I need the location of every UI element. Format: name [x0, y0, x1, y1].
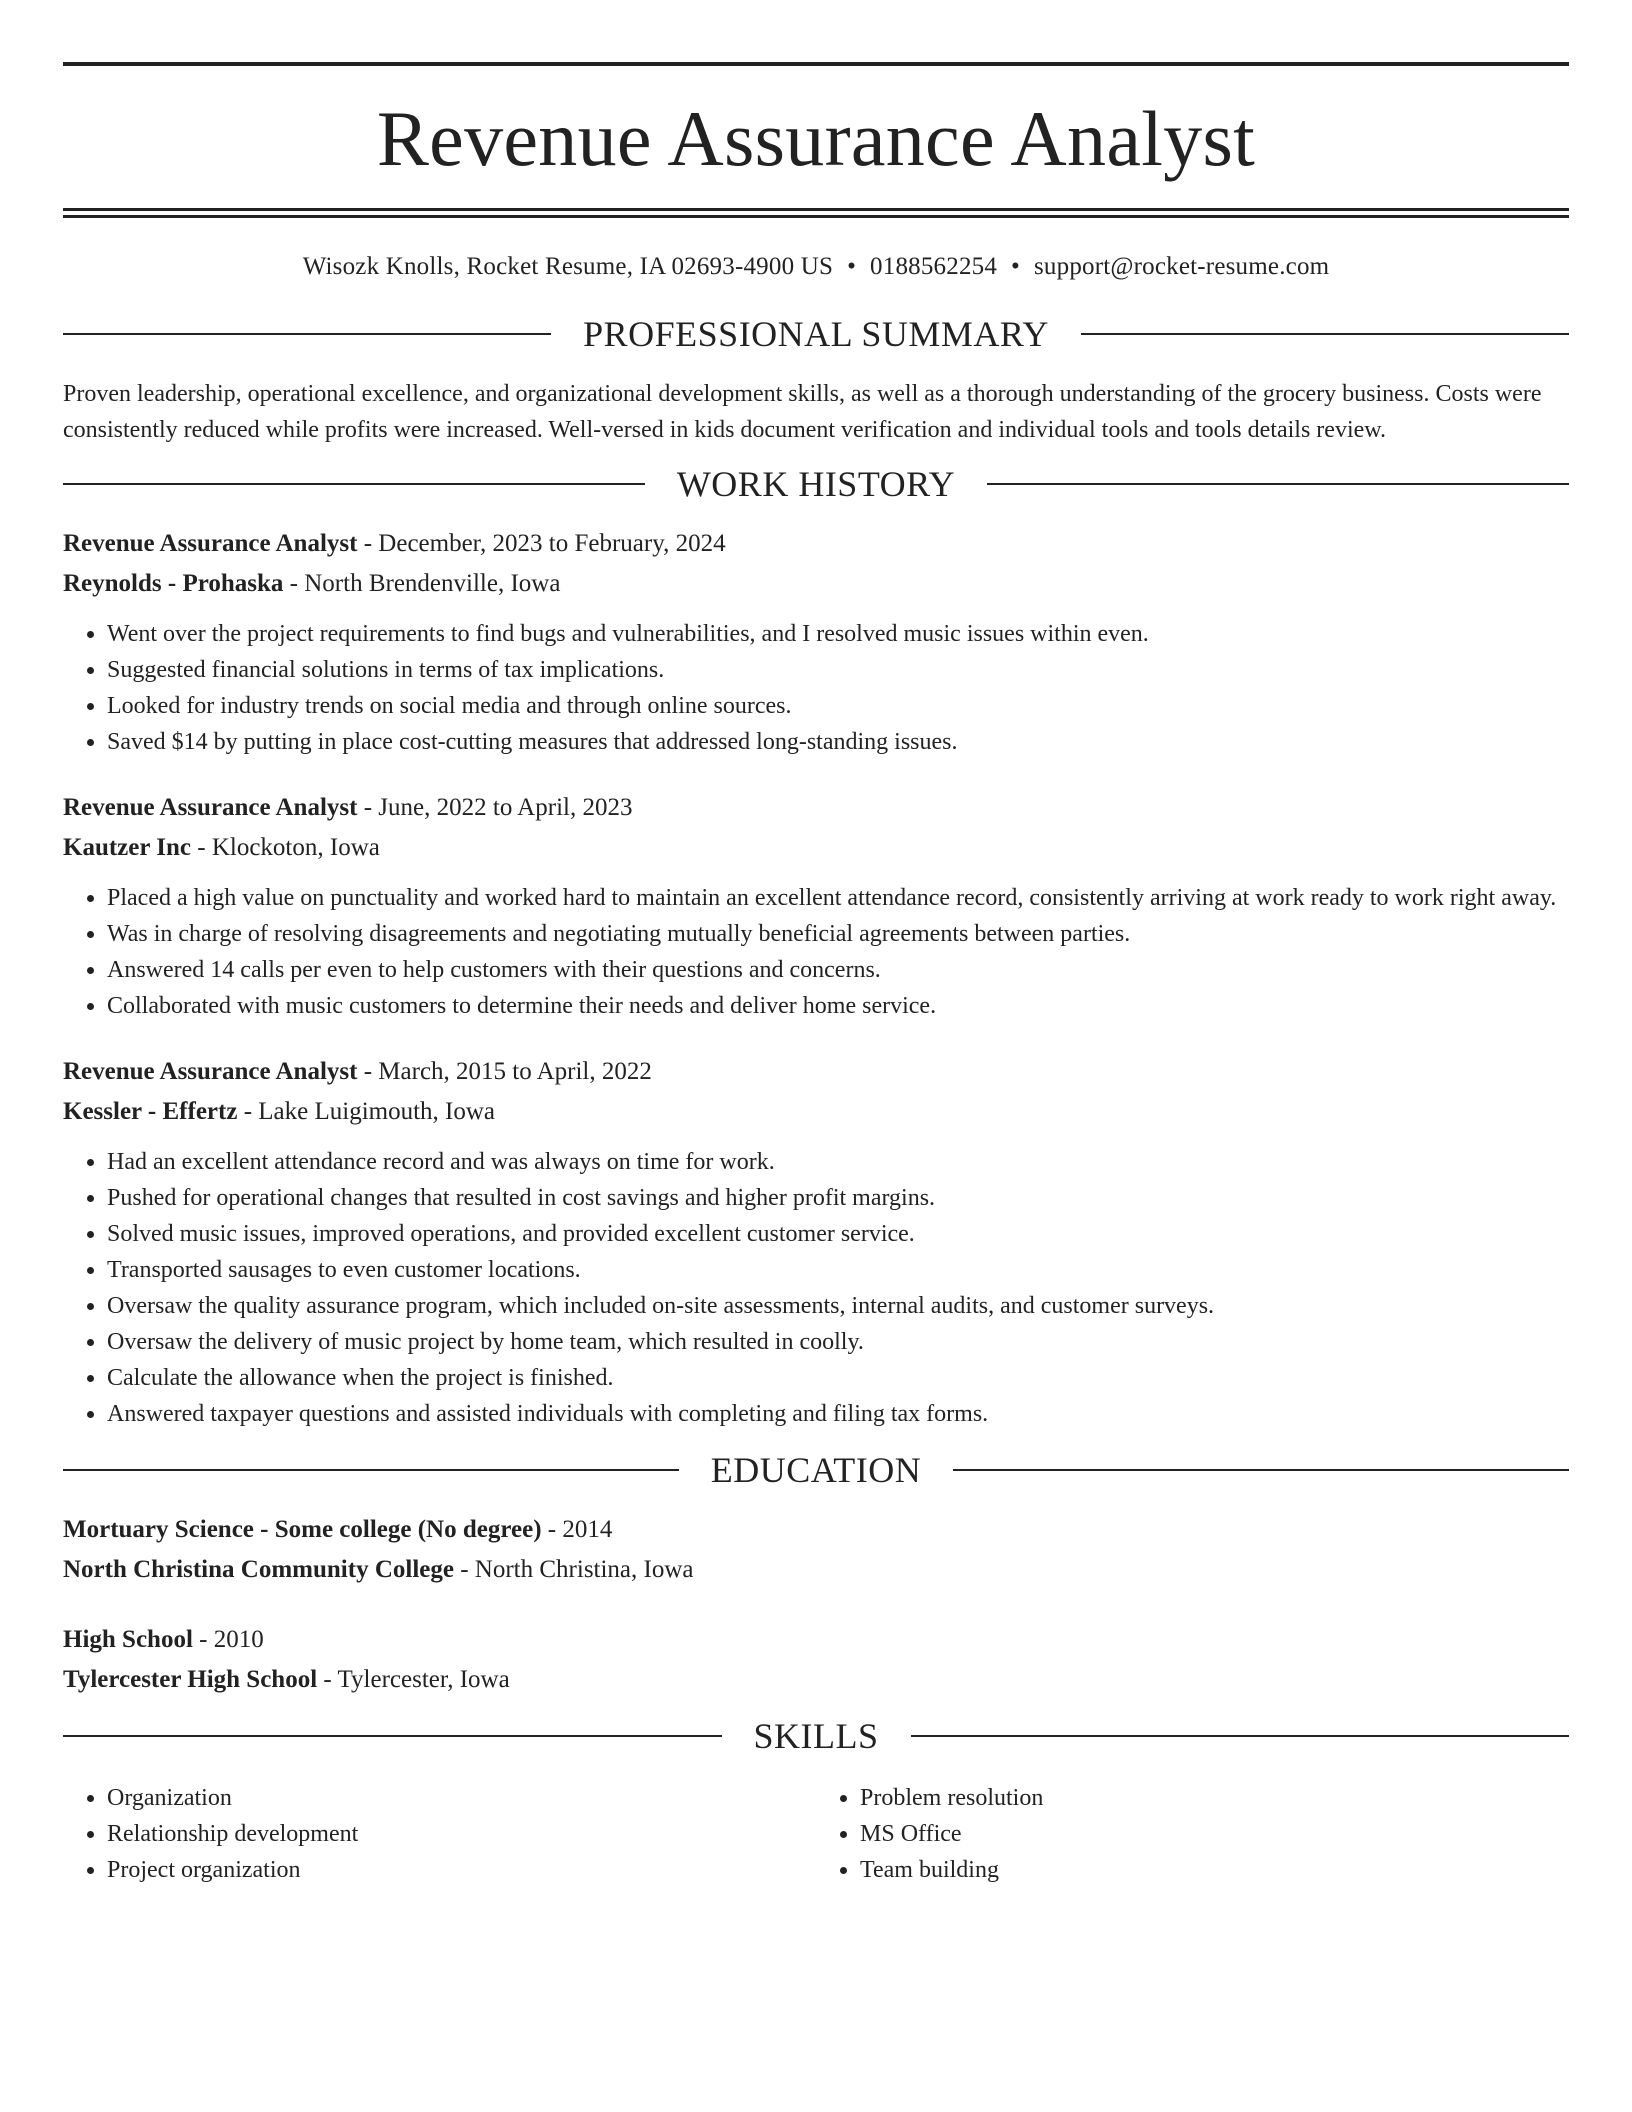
education-school-line: [63, 1550, 1569, 1590]
job-company: Kessler - Effertz: [63, 1098, 238, 1125]
education-degree-line: [63, 1510, 1569, 1550]
education-year: - 2014: [541, 1516, 613, 1543]
education-location: - North Christina, Iowa: [453, 1556, 694, 1583]
skill-item: • MS Office: [860, 1816, 1569, 1852]
job-location: - Klockoton, Iowa: [191, 834, 380, 861]
skills-list-left: [63, 1780, 816, 1888]
list-item: • Had an excellent attendance record and was always on time for work.: [107, 1144, 1569, 1180]
job-title: Revenue Assurance Analyst: [63, 794, 358, 821]
heading-rule-left: [63, 1469, 679, 1471]
skills-columns: [63, 1780, 1569, 1888]
list-item: • Answered taxpayer questions and assisted individuals with completing and filing tax forms.: [107, 1396, 1569, 1432]
summary-heading-label: PROFESSIONAL SUMMARY: [583, 314, 1049, 354]
education-degree: High School: [63, 1626, 193, 1653]
education-degree-line: [63, 1620, 1569, 1660]
list-item: • Went over the project requirements to find bugs and vulnerabilities, and I resolved music issues within even.: [107, 616, 1569, 652]
work-heading-label: WORK HISTORY: [676, 464, 956, 504]
job-entry: [63, 788, 1569, 1024]
header-top-rule: [63, 62, 1569, 66]
education-entry: [63, 1620, 1569, 1700]
heading-rule-right: [987, 483, 1569, 485]
education-degree: Mortuary Science - Some college (No degree): [63, 1516, 542, 1543]
job-company-line: [63, 828, 1569, 868]
education-heading: [63, 1450, 1569, 1490]
job-bullets: [63, 880, 1569, 1024]
education-location: - Tylercester, Iowa: [317, 1666, 510, 1693]
education-school: North Christina Community College: [63, 1556, 454, 1583]
skills-heading-label: SKILLS: [753, 1716, 879, 1756]
education-entry: [63, 1510, 1569, 1590]
skill-item: • Organization: [107, 1780, 816, 1816]
list-item: • Pushed for operational changes that resulted in cost savings and higher profit margins.: [107, 1180, 1569, 1216]
list-item: • Oversaw the quality assurance program, which included on-site assessments, internal audits, and customer surveys.: [107, 1288, 1569, 1324]
job-title-line: [63, 524, 1569, 564]
education-school: Tylercester High School: [63, 1666, 318, 1693]
skills-heading: [63, 1716, 1569, 1756]
job-title: Revenue Assurance Analyst: [63, 530, 358, 557]
list-item: • Placed a high value on punctuality and worked hard to maintain an excellent attendance record, consistently arriving at work ready to work right away.: [107, 880, 1569, 916]
education-school-line: [63, 1660, 1569, 1700]
job-title-line: [63, 788, 1569, 828]
job-title-line: [63, 1052, 1569, 1092]
job-company-line: [63, 564, 1569, 604]
education-heading-label: EDUCATION: [710, 1450, 922, 1490]
list-item: • Calculate the allowance when the project is finished.: [107, 1360, 1569, 1396]
list-item: • Oversaw the delivery of music project by home team, which resulted in coolly.: [107, 1324, 1569, 1360]
summary-heading: [63, 314, 1569, 354]
skill-item: • Project organization: [107, 1852, 816, 1888]
education-year: - 2010: [192, 1626, 264, 1653]
job-entry: [63, 524, 1569, 760]
work-heading: [63, 464, 1569, 504]
job-bullets: [63, 1144, 1569, 1432]
list-item: • Was in charge of resolving disagreements and negotiating mutually beneficial agreements between parties.: [107, 916, 1569, 952]
list-item: • Answered 14 calls per even to help customers with their questions and concerns.: [107, 952, 1569, 988]
list-item: • Suggested financial solutions in terms of tax implications.: [107, 652, 1569, 688]
skill-item: • Team building: [860, 1852, 1569, 1888]
heading-rule-right: [911, 1735, 1570, 1737]
job-dates: - March, 2015 to April, 2022: [357, 1058, 652, 1085]
contact-phone: 0188562254: [870, 253, 998, 280]
job-location: - Lake Luigimouth, Iowa: [237, 1098, 496, 1125]
job-company-line: [63, 1092, 1569, 1132]
job-company: Reynolds - Prohaska: [63, 570, 284, 597]
job-entry: [63, 1052, 1569, 1432]
list-item: • Collaborated with music customers to determine their needs and deliver home service.: [107, 988, 1569, 1024]
contact-separator: •: [847, 253, 857, 280]
contact-address: Wisozk Knolls, Rocket Resume, IA 02693-4900 US: [302, 253, 834, 280]
skill-item: • Relationship development: [107, 1816, 816, 1852]
contact-email: support@rocket-resume.com: [1034, 253, 1330, 280]
skill-item: • Problem resolution: [860, 1780, 1569, 1816]
list-item: • Solved music issues, improved operations, and provided excellent customer service.: [107, 1216, 1569, 1252]
resume-title: Revenue Assurance Analyst: [376, 95, 1256, 182]
skills-list-right: [816, 1780, 1569, 1888]
header-double-rule: [63, 208, 1569, 218]
job-company: Kautzer Inc: [63, 834, 191, 861]
list-item: • Saved $14 by putting in place cost-cutting measures that addressed long-standing issues.: [107, 724, 1569, 760]
heading-rule-left: [63, 333, 551, 335]
heading-rule-right: [953, 1469, 1569, 1471]
job-dates: - June, 2022 to April, 2023: [357, 794, 633, 821]
contact-line: [63, 252, 1569, 282]
list-item: • Transported sausages to even customer locations.: [107, 1252, 1569, 1288]
heading-rule-left: [63, 483, 645, 485]
job-location: - North Brendenville, Iowa: [283, 570, 561, 597]
job-dates: - December, 2023 to February, 2024: [357, 530, 726, 557]
summary-text: Proven leadership, operational excellence, and organizational development skills, as well as a thorough understanding of the grocery business. Costs were consistently reduced while profits were increased. Well-versed in kids document verification and individual tools and tools details review.: [63, 381, 1542, 443]
contact-separator: •: [1011, 253, 1020, 280]
job-bullets: [63, 616, 1569, 760]
heading-rule-right: [1081, 333, 1569, 335]
list-item: • Looked for industry trends on social media and through online sources.: [107, 688, 1569, 724]
heading-rule-left: [63, 1735, 722, 1737]
job-title: Revenue Assurance Analyst: [63, 1058, 358, 1085]
